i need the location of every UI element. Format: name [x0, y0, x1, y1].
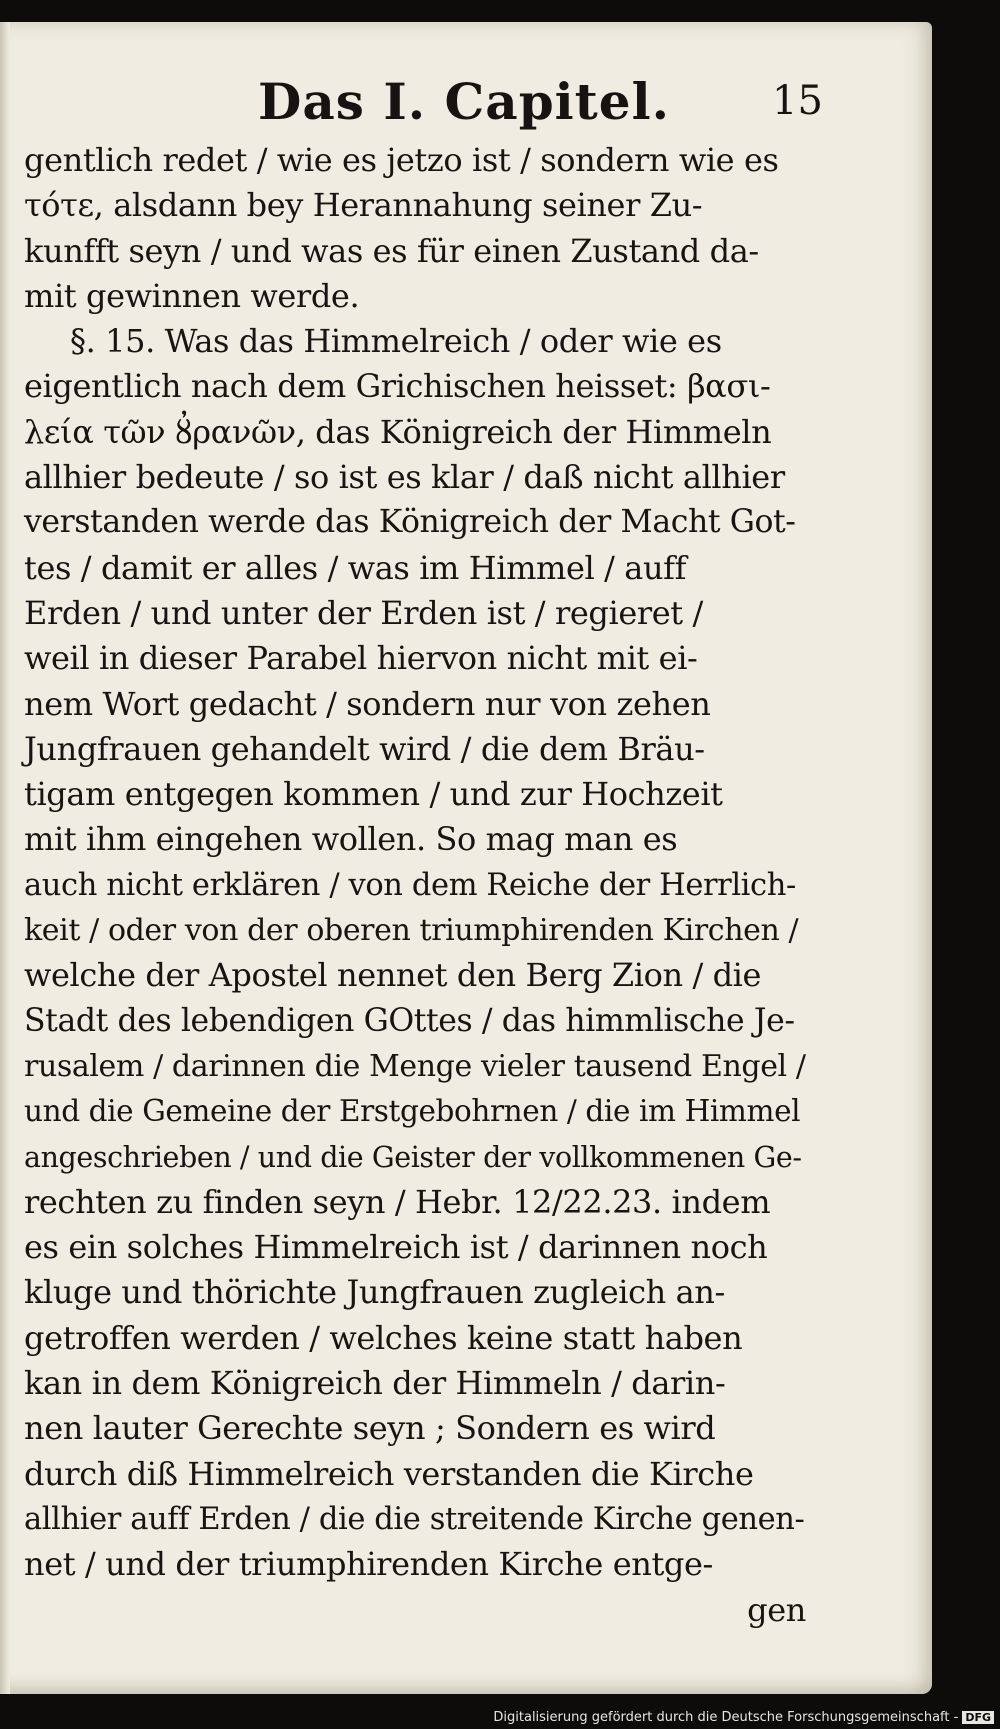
text-line: getroffen werden / welches keine statt haben	[24, 1318, 743, 1357]
text-line: eigentlich nach dem Grichischen heisset: βασι-	[24, 367, 771, 406]
text-line: Erden / und unter der Erden ist / regieret /	[24, 593, 703, 632]
text-line: rusalem / darinnen die Menge vieler tausend Engel /	[24, 1048, 806, 1084]
digitization-credit	[493, 1710, 994, 1725]
text-line: und die Gemeine der Erstgebohrnen / die im Himmel	[24, 1094, 801, 1129]
page-gutter-shadow	[0, 22, 10, 1694]
text-line: verstanden werde das Königreich der Macht Got-	[24, 504, 796, 541]
text-line: durch diß Himmelreich verstanden die Kirche	[24, 1454, 754, 1493]
page-header	[0, 68, 932, 138]
text-line: rechten zu finden seyn / Hebr. 12/22.23. indem	[24, 1182, 771, 1221]
text-line: weil in dieser Parabel hiervon nicht mit ei-	[24, 639, 698, 678]
text-line: gentlich redet / wie es jetzo ist / sondern wie es	[24, 141, 779, 179]
page-number: 15	[772, 78, 823, 124]
text-line: welche der Apostel nennet den Berg Zion / die	[24, 956, 762, 995]
text-line: mit ihm eingehen wollen. So mag man es	[24, 820, 678, 859]
text-line: auch nicht erklären / von dem Reiche der Herrlich-	[24, 867, 796, 903]
text-line: mit gewinnen werde.	[24, 276, 360, 315]
text-line: kan in dem Königreich der Himmeln / darin-	[24, 1364, 726, 1403]
text-line: kluge und thörichte Jungfrauen zugleich an-	[24, 1273, 725, 1312]
text-line: λεία τῶν ȣ̓ρανῶν, das Königreich der Himmeln	[24, 412, 772, 451]
text-line: angeschrieben / und die Geister der vollkommenen Ge-	[24, 1140, 802, 1174]
text-line: net / und der triumphirenden Kirche entge-	[24, 1545, 713, 1584]
text-line: Jungfrauen gehandelt wird / die dem Bräu-	[24, 729, 705, 768]
body-text	[24, 138, 806, 1633]
text-line: kunfft seyn / und was es für einen Zustand da-	[24, 231, 759, 270]
text-line: τότε, alsdann bey Herannahung seiner Zu-	[24, 186, 703, 225]
text-line: tigam entgegen kommen / und zur Hochzeit	[24, 775, 723, 814]
text-line: keit / oder von der oberen triumphirenden Kirchen /	[24, 913, 799, 949]
catchword: gen	[747, 1590, 806, 1629]
text-line: tes / damit er alles / was im Himmel / auff	[24, 548, 687, 587]
text-line: allhier auff Erden / die die streitende Kirche genen-	[24, 1501, 805, 1537]
text-line: es ein solches Himmelreich ist / darinnen noch	[24, 1228, 768, 1267]
text-line: nen lauter Gerechte seyn ; Sondern es wird	[24, 1409, 716, 1448]
text-line: allhier bedeute / so ist es klar / daß nicht allhier	[24, 458, 785, 497]
book-page	[0, 22, 932, 1694]
text-line: nem Wort gedacht / sondern nur von zehen	[24, 684, 711, 723]
text-line: Stadt des lebendigen GOttes / das himmlische Je-	[24, 1002, 795, 1039]
section-start-line: §. 15. Was das Himmelreich / oder wie es	[70, 322, 722, 361]
running-title: Das I. Capitel.	[258, 72, 670, 131]
dfg-logo: DFG	[962, 1711, 994, 1724]
credit-text: Digitalisierung gefördert durch die Deutsche Forschungsgemeinschaft -	[493, 1710, 959, 1725]
